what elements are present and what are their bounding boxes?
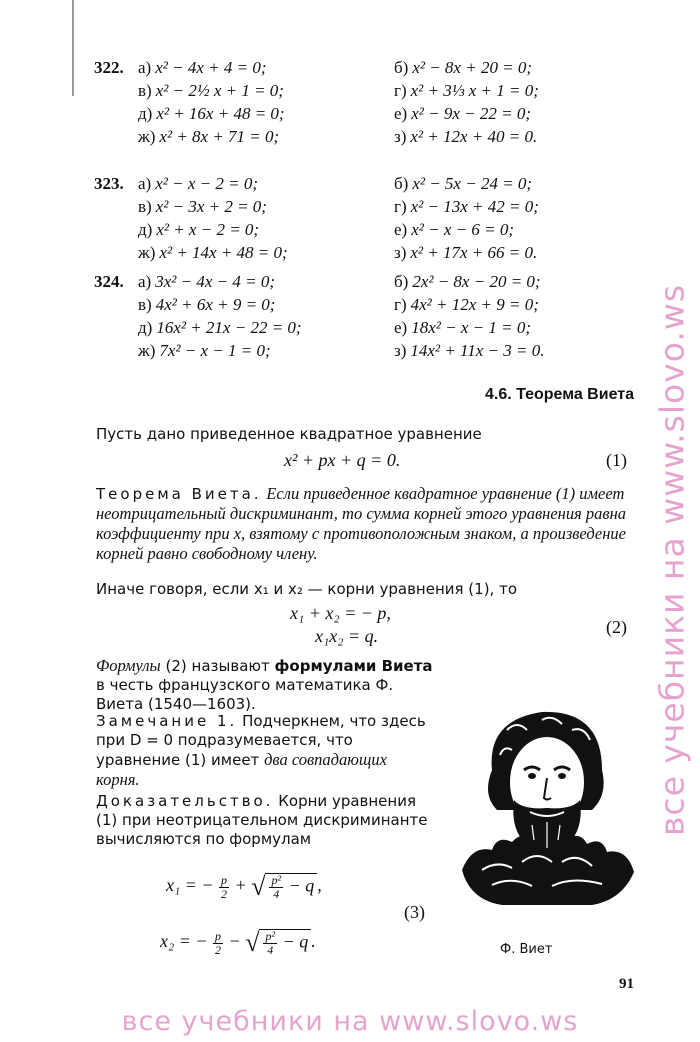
problem-row (94, 272, 654, 295)
equation-text: x² − 2½ x + 1 = 0; (155, 81, 284, 100)
item-label: е) (394, 104, 408, 123)
problem-0 (94, 58, 654, 150)
equation-text: x² + 17x + 66 = 0. (410, 243, 538, 262)
item-label: з) (394, 127, 407, 146)
equation-text: x² − 4x + 4 = 0; (155, 58, 267, 77)
equation-item (138, 272, 275, 292)
footer-watermark: все учебники на www.slovo.ws (121, 1006, 579, 1037)
equation-text: x² − 9x − 22 = 0; (411, 104, 531, 123)
item-label: б) (394, 58, 409, 77)
equation-text: x² + 12x + 40 = 0. (410, 127, 538, 146)
equation-item (138, 104, 285, 124)
eq3b-operator: − (228, 931, 241, 952)
equation-item (138, 243, 288, 263)
fraction-p-over-2: $\frac{p}{2}$ (215, 928, 222, 957)
equation-text: 16x² + 21x − 22 = 0; (156, 318, 302, 337)
section-title: 4.6. Теорема Виета (484, 386, 634, 403)
item-label: г) (394, 295, 407, 314)
formulas-italic: Формулы (96, 656, 161, 675)
remark-italic: два совпадающих корня. (96, 750, 387, 789)
remark-text: Подчеркнем, что здесь при D = 0 подразумевается, что уравнение (1) имеет (96, 712, 426, 769)
equation-text: 4x² + 6x + 9 = 0; (155, 295, 276, 314)
theorem-paragraph (96, 484, 636, 564)
problem-row (94, 81, 654, 104)
equation-text: x² − x − 2 = 0; (155, 174, 258, 193)
equation-text: 18x² − x − 1 = 0; (411, 318, 531, 337)
equation-text: x² − 13x + 42 = 0; (410, 197, 539, 216)
page-number: 91 (619, 976, 634, 992)
item-label: г) (394, 81, 407, 100)
item-label: з) (394, 243, 407, 262)
equation-item (138, 127, 279, 147)
equation-1: x² + px + q = 0. (284, 450, 401, 470)
item-label: д) (138, 220, 153, 239)
equation-3-number: (3) (404, 902, 425, 922)
equation-text: 7x² − x − 1 = 0; (159, 341, 271, 360)
equation-item (138, 220, 259, 240)
equation-text: 4x² + 12x + 9 = 0; (410, 295, 539, 314)
item-label: а) (138, 58, 152, 77)
equation-1-number: (1) (606, 450, 627, 470)
equation-item (138, 81, 284, 101)
problem-2 (94, 272, 654, 364)
problem-row (94, 174, 654, 197)
equation-item (138, 174, 258, 194)
equation-item (394, 58, 532, 78)
side-watermark: все учебники на www.slovo.ws (652, 283, 692, 837)
proof-text: Корни уравнения (1) при неотрицательном дискриминанте вычисляются по формулам (96, 792, 428, 848)
eq3a-lhs: x₁ = − (166, 875, 214, 896)
item-label: г) (394, 197, 407, 216)
intro-text: Пусть дано приведенное квадратное уравнение (96, 425, 482, 443)
item-label: в) (138, 197, 152, 216)
equation-item (394, 197, 539, 217)
equation-text: x² + 14x + 48 = 0; (159, 243, 288, 262)
equation-text: x² + 16x + 48 = 0; (156, 104, 285, 123)
otherwise-text: Иначе говоря, если x₁ и x₂ — корни уравнения (1), то (96, 580, 518, 598)
remark-label: Замечание 1. (96, 712, 238, 730)
problem-1 (94, 174, 654, 266)
equation-2a: x₁ + x₂ = − p, (290, 603, 391, 623)
formulas-rest: в честь французского математика Ф. Виета (1540—1603). (96, 676, 394, 713)
equation-text: x² + 8x + 71 = 0; (159, 127, 280, 146)
item-label: а) (138, 272, 152, 291)
item-label: з) (394, 341, 407, 360)
equation-item (138, 295, 275, 315)
equation-item (394, 127, 537, 147)
portrait-caption: Ф. Виет (500, 942, 553, 957)
formulas-paragraph (96, 656, 434, 714)
viete-portrait (452, 700, 642, 910)
problem-row (94, 127, 654, 150)
problem-row (94, 58, 654, 81)
equation-item (394, 318, 531, 338)
proof-label: Доказательство. (96, 792, 274, 810)
item-label: ж) (138, 243, 156, 262)
equation-text: x² − 5x − 24 = 0; (412, 174, 533, 193)
theorem-label: Теорема Виета. (96, 485, 262, 503)
problem-number: 323. (94, 174, 124, 193)
problem-row (94, 243, 654, 266)
equation-item (394, 174, 532, 194)
equation-item (138, 197, 267, 217)
formulas-mid: (2) называют (165, 657, 270, 675)
equation-item (394, 341, 544, 361)
problem-row (94, 318, 654, 341)
equation-3a: x₁ = − $\frac{p}{2}$ + √ $\frac{\text{p²}}{4}$ − q , (166, 872, 322, 901)
problem-row (94, 295, 654, 318)
equation-text: x² − 8x + 20 = 0; (412, 58, 533, 77)
equation-text: 2x² − 8x − 20 = 0; (412, 272, 541, 291)
problem-row (94, 197, 654, 220)
item-label: в) (138, 81, 152, 100)
equation-text: x² + x − 2 = 0; (156, 220, 260, 239)
item-label: б) (394, 174, 409, 193)
equation-item (394, 220, 514, 240)
item-label: ж) (138, 341, 156, 360)
item-label: е) (394, 318, 408, 337)
margin-line (72, 0, 74, 96)
item-label: ж) (138, 127, 156, 146)
formulas-bold: формулами Виета (274, 657, 433, 675)
equation-item (394, 104, 531, 124)
equation-2b: x₁x₂ = q. (315, 626, 379, 646)
item-label: в) (138, 295, 152, 314)
item-label: е) (394, 220, 408, 239)
eq3a-operator: + (234, 875, 247, 896)
remark-paragraph (96, 712, 434, 790)
item-label: д) (138, 104, 153, 123)
theorem-text: Если приведенное квадратное уравнение (1) имеет неотрицательный дискриминант, то сумма корней этого уравнения равна коэффициенту при x, взятому с противоположным знаком, а произведение корней равно свободному члену. (96, 484, 627, 563)
equation-2-number: (2) (606, 617, 627, 637)
problem-row (94, 220, 654, 243)
equation-text: x² − x − 6 = 0; (411, 220, 514, 239)
equation-text: x² − 3x + 2 = 0; (155, 197, 267, 216)
item-label: а) (138, 174, 152, 193)
equation-item (138, 318, 302, 338)
equation-item (394, 272, 541, 292)
sqrt-term: $\frac{\text{p²}}{4}$ − q (265, 873, 317, 901)
equation-item (394, 81, 539, 101)
equation-text: 14x² + 11x − 3 = 0. (410, 341, 545, 360)
equation-item (138, 58, 266, 78)
item-label: д) (138, 318, 153, 337)
equation-text: x² + 3⅓ x + 1 = 0; (410, 81, 539, 100)
equation-text: 3x² − 4x − 4 = 0; (155, 272, 275, 291)
proof-paragraph (96, 792, 434, 849)
item-label: б) (394, 272, 409, 291)
sqrt-term: $\frac{\text{p²}}{4}$ − q (259, 929, 311, 957)
problem-number: 324. (94, 272, 124, 291)
problem-row (94, 104, 654, 127)
equation-item (394, 243, 537, 263)
problem-row (94, 341, 654, 364)
equation-3b: x₂ = − $\frac{p}{2}$ − √ $\frac{\text{p²}}{4}$ − q . (160, 928, 316, 957)
equation-item (394, 295, 539, 315)
fraction-p-over-2: $\frac{p}{2}$ (221, 872, 228, 901)
problem-number: 322. (94, 58, 124, 77)
equation-item (138, 341, 271, 361)
eq3b-lhs: x₂ = − (160, 931, 208, 952)
